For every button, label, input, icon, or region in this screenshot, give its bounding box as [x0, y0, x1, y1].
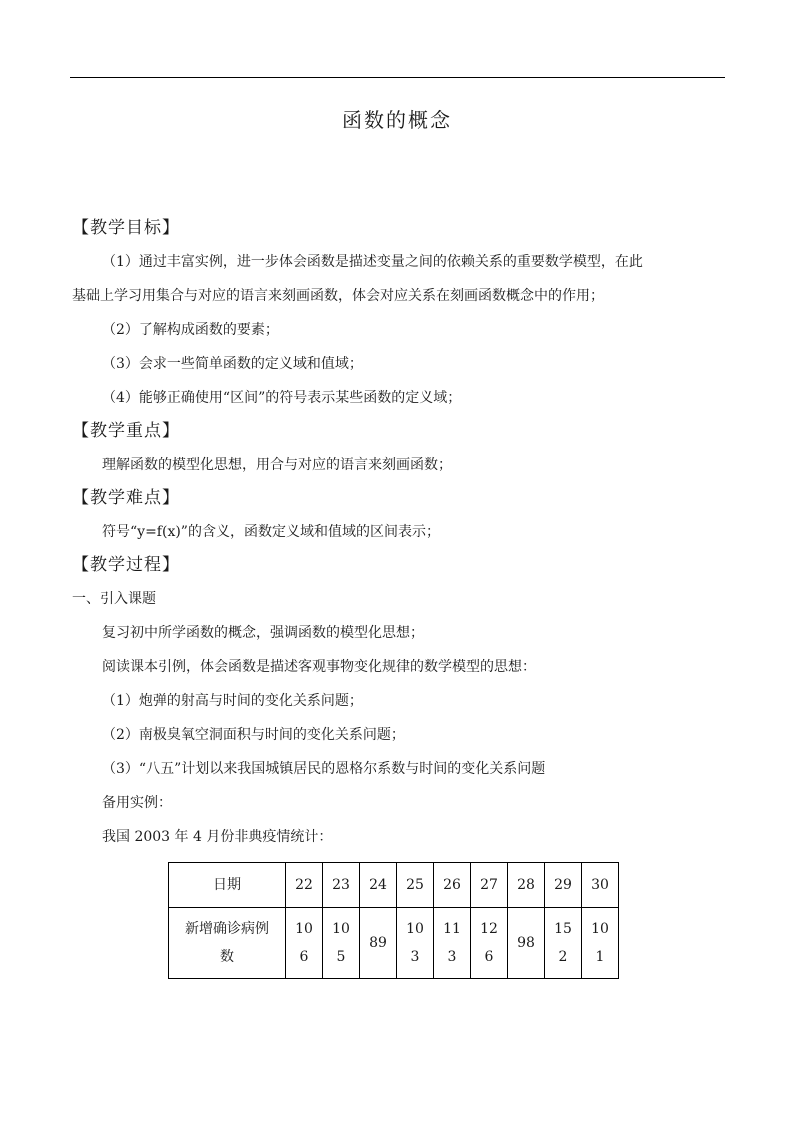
cases-cell: 89 — [360, 908, 397, 979]
goal-item-1-cont: 基础上学习用集合与对应的语言来刻画函数，体会对应关系在刻画函数概念中的作用； — [72, 288, 604, 304]
cases-digit-bottom: 6 — [484, 949, 494, 965]
cases-cell — [434, 908, 471, 979]
process-line-4: （2）南极臭氧空洞面积与时间的变化关系问题； — [102, 727, 405, 743]
page-title: 函数的概念 — [342, 108, 452, 132]
cases-cell — [545, 908, 582, 979]
date-cell: 27 — [471, 863, 508, 908]
process-line-2: 阅读课本引例，体会函数是描述客观事物变化规律的数学模型的思想： — [102, 659, 536, 675]
cases-digit-bottom: 3 — [447, 949, 457, 965]
cases-cell — [582, 908, 619, 979]
cases-digit-top: 10 — [332, 921, 350, 937]
key-points-heading: 【教学重点】 — [72, 421, 180, 441]
cases-cell — [471, 908, 508, 979]
process-line-6: 备用实例： — [102, 795, 172, 811]
cases-digit-top: 15 — [554, 921, 572, 937]
row-label-cases-line-1: 新增确诊病例 — [185, 921, 269, 937]
difficulties-heading: 【教学难点】 — [72, 488, 180, 508]
date-cell: 28 — [508, 863, 545, 908]
cases-digit-bottom: 3 — [410, 949, 420, 965]
cases-digit-bottom: 2 — [558, 949, 568, 965]
cases-cell — [397, 908, 434, 979]
date-cell: 26 — [434, 863, 471, 908]
goals-heading: 【教学目标】 — [72, 218, 180, 238]
key-points-text: 理解函数的模型化思想，用合与对应的语言来刻画函数； — [102, 457, 452, 473]
cases-digit-top: 12 — [480, 921, 498, 937]
difficulties-text: 符号“y=f(x)”的含义，函数定义域和值域的区间表示； — [102, 524, 440, 540]
row-label-date: 日期 — [169, 863, 286, 908]
date-cell: 30 — [582, 863, 619, 908]
process-line-3: （1）炮弹的射高与时间的变化关系问题； — [102, 693, 363, 709]
process-line-1: 复习初中所学函数的概念，强调函数的模型化思想； — [102, 625, 424, 641]
process-line-7: 我国 2003 年 4 月份非典疫情统计： — [102, 829, 333, 845]
goal-item-1: （1）通过丰富实例，进一步体会函数是描述变量之间的依赖关系的重要数学模型，在此 — [102, 254, 643, 270]
date-cell: 29 — [545, 863, 582, 908]
process-heading: 【教学过程】 — [72, 555, 180, 575]
cases-digit-top: 10 — [591, 921, 609, 937]
cases-digit-bottom: 5 — [336, 949, 346, 965]
cases-digit-top: 10 — [406, 921, 424, 937]
cases-cell: 98 — [508, 908, 545, 979]
document-body — [72, 212, 724, 979]
cases-digit-top: 10 — [295, 921, 313, 937]
cases-cell — [286, 908, 323, 979]
sars-stats-table — [168, 862, 619, 979]
date-cell: 25 — [397, 863, 434, 908]
table-row-dates — [169, 863, 619, 908]
goal-item-2: （2）了解构成函数的要素； — [102, 322, 279, 338]
header-rule — [70, 77, 725, 78]
cases-digit-top: 11 — [443, 921, 461, 937]
row-label-cases-line-2: 数 — [220, 949, 234, 965]
date-cell: 24 — [360, 863, 397, 908]
cases-digit-bottom: 6 — [299, 949, 309, 965]
row-label-cases — [169, 908, 286, 979]
process-subheading: 一、引入课题 — [72, 591, 156, 607]
table-row-cases — [169, 908, 619, 979]
cases-digit-bottom: 1 — [595, 949, 605, 965]
goal-item-4: （4）能够正确使用“区间”的符号表示某些函数的定义域； — [102, 390, 462, 406]
cases-cell — [323, 908, 360, 979]
date-cell: 22 — [286, 863, 323, 908]
process-line-5: （3）“八五”计划以来我国城镇居民的恩格尔系数与时间的变化关系问题 — [102, 761, 546, 777]
goal-item-3: （3）会求一些简单函数的定义域和值域； — [102, 356, 363, 372]
date-cell: 23 — [323, 863, 360, 908]
